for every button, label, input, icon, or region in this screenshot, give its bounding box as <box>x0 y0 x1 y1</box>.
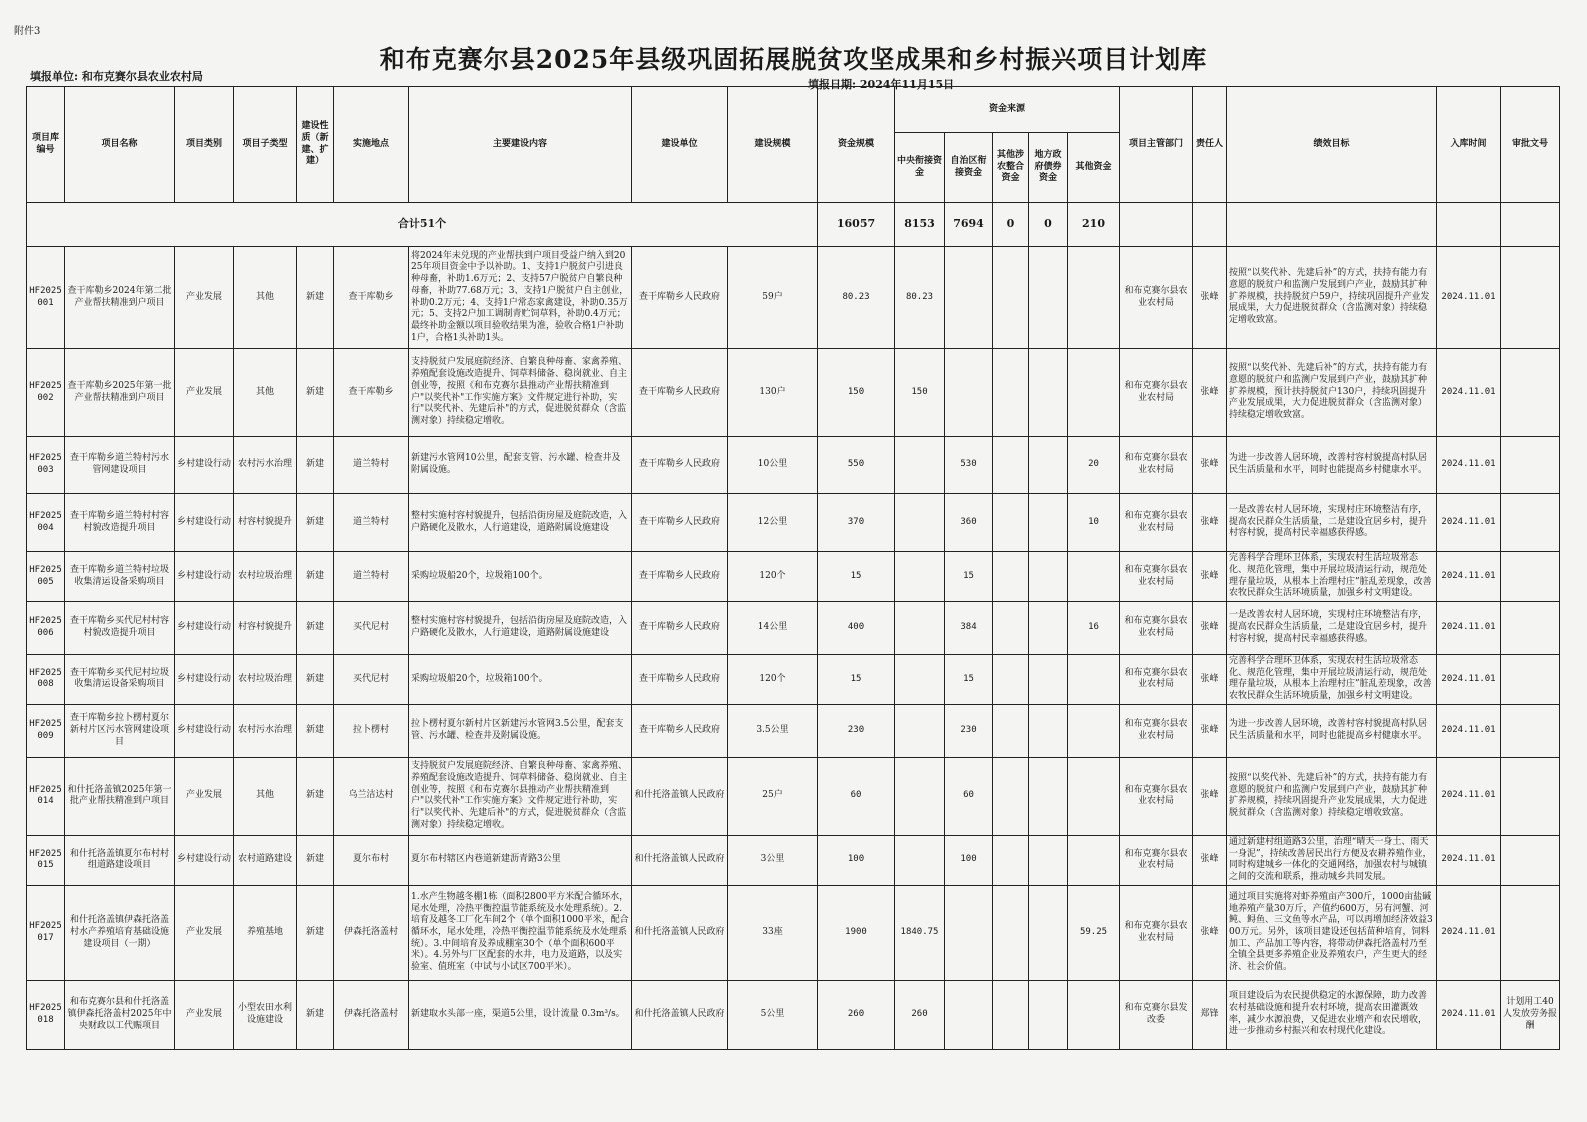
cell-funds: 80.23 <box>818 247 895 349</box>
cell-name: 和什托洛盖镇夏尔布村村组道路建设项目 <box>65 835 175 885</box>
summary-blank <box>1501 203 1560 247</box>
cell-dept: 和布克赛尔县农业农村局 <box>1120 602 1193 655</box>
cell-dept: 和布克赛尔县农业农村局 <box>1120 835 1193 885</box>
cell-goal: 按照“以奖代补、先建后补”的方式，扶持有能力有意愿的脱贫户和监测户发展到户产业，鼓励其扩种扩养规模，持续巩固提升产业发展成果，大力促进脱贫群众（含监测对象）持续稳定增收致富。 <box>1227 757 1437 835</box>
cell-funds: 400 <box>818 602 895 655</box>
header-funds: 资金规模 <box>818 87 895 203</box>
cell-content: 将2024年未兑现的产业帮扶到户项目受益户纳入到2025年项目资金中予以补助。1、支持1户脱贫户引进良种母畜，补助1.6万元；2、支持57户脱贫户自繁良种母畜，补助77.68万元；3、支持1户脱贫户自主创业，补助0.2万元；4、支持1户常态家禽建设，补助0.35万元；5、支持2户加工调制青贮饲草料，补助0.4万元；最终补助金额以项目验收结果为准，验收合格1户补助1户，合格1头补助1头。 <box>409 247 632 349</box>
summary-other-agri: 0 <box>993 203 1029 247</box>
cell-dept: 和布克赛尔县农业农村局 <box>1120 349 1193 437</box>
cell-time: 2024.11.01 <box>1437 552 1501 602</box>
cell-scale: 14公里 <box>728 602 818 655</box>
table-row <box>27 247 1560 349</box>
cell-category: 产业发展 <box>175 757 234 835</box>
cell-time: 2024.11.01 <box>1437 835 1501 885</box>
summary-blank <box>1120 203 1193 247</box>
cell-subtype: 农村垃圾治理 <box>234 552 297 602</box>
cell-nature: 新建 <box>297 980 334 1049</box>
cell-nature: 新建 <box>297 835 334 885</box>
cell-person: 张峰 <box>1193 552 1227 602</box>
cell-person: 张峰 <box>1193 494 1227 552</box>
header-id: 项目库编号 <box>27 87 65 203</box>
cell-builder: 和什托洛盖镇人民政府 <box>632 885 728 980</box>
cell-region <box>945 247 993 349</box>
cell-central: 80.23 <box>895 247 945 349</box>
summary-funds: 16057 <box>818 203 895 247</box>
cell-category: 乡村建设行动 <box>175 552 234 602</box>
cell-subtype: 村容村貌提升 <box>234 602 297 655</box>
cell-central: 260 <box>895 980 945 1049</box>
cell-other: 20 <box>1068 437 1120 494</box>
cell-location: 拉卜楞村 <box>334 704 409 757</box>
cell-region: 15 <box>945 552 993 602</box>
cell-central <box>895 704 945 757</box>
cell-other <box>1068 247 1120 349</box>
cell-id: HF2025018 <box>27 980 65 1049</box>
cell-other-agri <box>993 980 1029 1049</box>
header-doc: 审批文号 <box>1501 87 1560 203</box>
table-row <box>27 494 1560 552</box>
cell-nature: 新建 <box>297 704 334 757</box>
cell-region <box>945 980 993 1049</box>
cell-other: 59.25 <box>1068 885 1120 980</box>
cell-funds: 150 <box>818 349 895 437</box>
table-row <box>27 704 1560 757</box>
cell-local-bond <box>1029 349 1068 437</box>
cell-funds: 15 <box>818 552 895 602</box>
cell-local-bond <box>1029 757 1068 835</box>
cell-time: 2024.11.01 <box>1437 757 1501 835</box>
project-table <box>26 86 1560 1050</box>
cell-name: 查干库勒乡道兰特村垃圾收集清运设备采购项目 <box>65 552 175 602</box>
cell-goal: 为进一步改善人居环境，改善村容村貌提高村队居民生活质量和水平，同时也能提高乡村健康水平。 <box>1227 437 1437 494</box>
cell-name: 查干库勒乡道兰特村村容村貌改造提升项目 <box>65 494 175 552</box>
header-goal: 绩效目标 <box>1227 87 1437 203</box>
cell-time: 2024.11.01 <box>1437 494 1501 552</box>
cell-time: 2024.11.01 <box>1437 980 1501 1049</box>
cell-goal: 项目建设后为农民提供稳定的水源保障，助力改善农村基础设施和提升农村环境，提高农田灌溉效率，减少水源浪费，又促进农业增产和农民增收，进一步推动乡村振兴和农村现代化建设。 <box>1227 980 1437 1049</box>
cell-person: 张峰 <box>1193 704 1227 757</box>
cell-name: 查干库勒乡买代尼村村容村貌改造提升项目 <box>65 602 175 655</box>
cell-time: 2024.11.01 <box>1437 704 1501 757</box>
cell-dept: 和布克赛尔县农业农村局 <box>1120 437 1193 494</box>
cell-goal: 一是改善农村人居环境，实现村庄环境整洁有序，提高农民群众生活质量，二是建设宜居乡村，提升村容村貌，提高村民幸福感获得感。 <box>1227 494 1437 552</box>
cell-other <box>1068 552 1120 602</box>
cell-category: 乡村建设行动 <box>175 437 234 494</box>
cell-scale: 33座 <box>728 885 818 980</box>
summary-region: 7694 <box>945 203 993 247</box>
cell-local-bond <box>1029 885 1068 980</box>
table-row <box>27 437 1560 494</box>
cell-other <box>1068 835 1120 885</box>
cell-content: 整村实施村容村貌提升，包括沿街房屋及庭院改造，入户路硬化及散水，人行道建设，道路附属设施建设 <box>409 602 632 655</box>
cell-scale: 120个 <box>728 655 818 705</box>
cell-other <box>1068 704 1120 757</box>
cell-region <box>945 349 993 437</box>
cell-person: 张峰 <box>1193 349 1227 437</box>
cell-subtype: 农村垃圾治理 <box>234 655 297 705</box>
cell-name: 查干库勒乡2025年第一批产业帮扶精准到户项目 <box>65 349 175 437</box>
table-row <box>27 349 1560 437</box>
cell-central: 1840.75 <box>895 885 945 980</box>
cell-subtype: 其他 <box>234 247 297 349</box>
cell-other-agri <box>993 494 1029 552</box>
cell-subtype: 农村污水治理 <box>234 437 297 494</box>
cell-location: 伊森托洛盖村 <box>334 980 409 1049</box>
cell-local-bond <box>1029 704 1068 757</box>
cell-content: 1.水产生物越冬棚1栋（面积2800平方米配合循环水，尾水处理，冷热平衡控温节能系统及水处理系统）。2.培育及越冬工厂化车间2个（单个面积1000平米，配合循环水，尾水处理，冷热平衡控温节能系统及水处理系统）。3.中间培育及养成棚室30个（单个面积600平米）。4.另外与厂区配套的水井，电力及道路，以及实验室、值班室（中试与小试区700平米）。 <box>409 885 632 980</box>
header-scale: 建设规模 <box>728 87 818 203</box>
cell-id: HF2025009 <box>27 704 65 757</box>
cell-dept: 和布克赛尔县农业农村局 <box>1120 494 1193 552</box>
cell-builder: 查干库勒乡人民政府 <box>632 437 728 494</box>
cell-builder: 查干库勒乡人民政府 <box>632 602 728 655</box>
cell-dept: 和布克赛尔县发改委 <box>1120 980 1193 1049</box>
header-content: 主要建设内容 <box>409 87 632 203</box>
cell-name: 查干库勒乡道兰特村污水管网建设项目 <box>65 437 175 494</box>
header-category: 项目类别 <box>175 87 234 203</box>
cell-builder: 和什托洛盖镇人民政府 <box>632 980 728 1049</box>
cell-local-bond <box>1029 655 1068 705</box>
cell-region: 230 <box>945 704 993 757</box>
cell-content: 新建取水头部一座，渠道5公里，设计流量 0.3m³/s。 <box>409 980 632 1049</box>
header-time: 入库时间 <box>1437 87 1501 203</box>
cell-doc <box>1501 602 1560 655</box>
cell-doc <box>1501 704 1560 757</box>
cell-doc <box>1501 349 1560 437</box>
header-funding-source: 资金来源 <box>895 87 1120 133</box>
cell-scale: 120个 <box>728 552 818 602</box>
cell-other: 16 <box>1068 602 1120 655</box>
cell-doc <box>1501 835 1560 885</box>
cell-region: 360 <box>945 494 993 552</box>
cell-content: 支持脱贫户发展庭院经济、自繁良种母畜、家禽养殖、养殖配套设施改造提升、饲草料储备、稳岗就业、自主创业等，按照《和布克赛尔县推动产业帮扶精准到户"以奖代补"工作实施方案》文件规定进行补助，实行"以奖代补、先建后补"的方式，促进脱贫群众（含监测对象）持续稳定增收。 <box>409 349 632 437</box>
cell-scale: 130户 <box>728 349 818 437</box>
cell-builder: 查干库勒乡人民政府 <box>632 247 728 349</box>
cell-nature: 新建 <box>297 885 334 980</box>
cell-content: 整村实施村容村貌提升，包括沿街房屋及庭院改造，入户路硬化及散水，人行道建设，道路附属设施建设 <box>409 494 632 552</box>
summary-other: 210 <box>1068 203 1120 247</box>
cell-nature: 新建 <box>297 494 334 552</box>
cell-dept: 和布克赛尔县农业农村局 <box>1120 655 1193 705</box>
cell-category: 产业发展 <box>175 885 234 980</box>
cell-local-bond <box>1029 247 1068 349</box>
cell-builder: 查干库勒乡人民政府 <box>632 704 728 757</box>
cell-local-bond <box>1029 494 1068 552</box>
cell-id: HF2025014 <box>27 757 65 835</box>
cell-name: 查干库勒乡买代尼村垃圾收集清运设备采购项目 <box>65 655 175 705</box>
cell-subtype: 农村道路建设 <box>234 835 297 885</box>
cell-central <box>895 835 945 885</box>
cell-content: 夏尔布村辖区内巷道新建沥青路3公里 <box>409 835 632 885</box>
cell-person: 张峰 <box>1193 247 1227 349</box>
cell-goal: 完善科学合理环卫体系，实现农村生活垃圾常态化、规范化管理，集中开展垃圾清运行动，规范处理存量垃圾，从根本上治理村庄”脏乱差现象，改善农牧民群众生活环境质量，加强乡村文明建设。 <box>1227 655 1437 705</box>
cell-dept: 和布克赛尔县农业农村局 <box>1120 704 1193 757</box>
cell-scale: 25户 <box>728 757 818 835</box>
summary-central: 8153 <box>895 203 945 247</box>
summary-blank <box>1193 203 1227 247</box>
table-row <box>27 885 1560 980</box>
fill-unit: 填报单位: 和布克赛尔县农业农村局 <box>30 70 203 83</box>
cell-person: 张峰 <box>1193 757 1227 835</box>
header-location: 实施地点 <box>334 87 409 203</box>
fill-date: 填报日期: 2024年11月15日 <box>808 78 955 91</box>
cell-subtype: 农村污水治理 <box>234 704 297 757</box>
cell-subtype: 其他 <box>234 757 297 835</box>
cell-doc <box>1501 655 1560 705</box>
cell-time: 2024.11.01 <box>1437 655 1501 705</box>
cell-nature: 新建 <box>297 437 334 494</box>
cell-local-bond <box>1029 437 1068 494</box>
cell-time: 2024.11.01 <box>1437 885 1501 980</box>
cell-category: 产业发展 <box>175 247 234 349</box>
summary-label: 合计51个 <box>27 203 818 247</box>
cell-dept: 和布克赛尔县农业农村局 <box>1120 757 1193 835</box>
cell-content: 采购垃圾船20个，垃圾箱100个。 <box>409 655 632 705</box>
cell-doc <box>1501 437 1560 494</box>
cell-goal: 一是改善农村人居环境，实现村庄环境整洁有序，提高农民群众生活质量，二是建设宜居乡村，提升村容村貌，提高村民幸福感获得感。 <box>1227 602 1437 655</box>
table-row <box>27 757 1560 835</box>
cell-category: 乡村建设行动 <box>175 835 234 885</box>
cell-region: 384 <box>945 602 993 655</box>
summary-blank <box>1227 203 1437 247</box>
header-other-agri: 其他涉农整合资金 <box>993 133 1029 203</box>
cell-doc: 计划用工40人发放劳务报酬 <box>1501 980 1560 1049</box>
cell-content: 新建污水管网10公里，配套支管、污水罐、检查井及附属设施。 <box>409 437 632 494</box>
cell-category: 乡村建设行动 <box>175 602 234 655</box>
header-central: 中央衔接资金 <box>895 133 945 203</box>
cell-goal: 按照“以奖代补、先建后补”的方式，扶持有能力有意愿的脱贫户和监测户发展到户产业，鼓励其扩种扩养规模，预计扶持脱贫户130户，持续巩固提升产业发展成果，大力促进脱贫群众（含监测对象）持续稳定增收致富。 <box>1227 349 1437 437</box>
summary-local-bond: 0 <box>1029 203 1068 247</box>
cell-name: 和什托洛盖镇2025年第一批产业帮扶精准到户项目 <box>65 757 175 835</box>
cell-category: 产业发展 <box>175 349 234 437</box>
cell-id: HF2025006 <box>27 602 65 655</box>
cell-other <box>1068 757 1120 835</box>
cell-funds: 230 <box>818 704 895 757</box>
header-region: 自治区衔接资金 <box>945 133 993 203</box>
cell-builder: 查干库勒乡人民政府 <box>632 494 728 552</box>
cell-builder: 查干库勒乡人民政府 <box>632 552 728 602</box>
cell-doc <box>1501 247 1560 349</box>
cell-subtype: 养殖基地 <box>234 885 297 980</box>
cell-goal: 按照“以奖代补、先建后补”的方式，扶持有能力有意愿的脱贫户和监测户发展到户产业，鼓励其扩种扩养规模，扶持脱贫户59户，持续巩固提升产业发展成果，大力促进脱贫群众（含监测对象）持续稳定增收致富。 <box>1227 247 1437 349</box>
cell-builder: 查干库勒乡人民政府 <box>632 655 728 705</box>
cell-region <box>945 885 993 980</box>
cell-category: 产业发展 <box>175 980 234 1049</box>
cell-central <box>895 552 945 602</box>
cell-central <box>895 437 945 494</box>
cell-name: 和布克赛尔县和什托洛盖镇伊森托洛盖村2025年中央财政以工代赈项目 <box>65 980 175 1049</box>
cell-builder: 和什托洛盖镇人民政府 <box>632 757 728 835</box>
cell-category: 乡村建设行动 <box>175 704 234 757</box>
cell-subtype: 其他 <box>234 349 297 437</box>
cell-doc <box>1501 494 1560 552</box>
cell-name: 查干库勒乡2024年第二批产业帮扶精准到户项目 <box>65 247 175 349</box>
cell-category: 乡村建设行动 <box>175 655 234 705</box>
cell-other-agri <box>993 885 1029 980</box>
cell-funds: 100 <box>818 835 895 885</box>
cell-subtype: 村容村貌提升 <box>234 494 297 552</box>
summary-blank <box>1437 203 1501 247</box>
cell-location: 道兰特村 <box>334 437 409 494</box>
cell-goal: 为进一步改善人居环境，改善村容村貌提高村队居民生活质量和水平，同时也能提高乡村健康水平。 <box>1227 704 1437 757</box>
cell-person: 张峰 <box>1193 437 1227 494</box>
header-other: 其他资金 <box>1068 133 1120 203</box>
cell-time: 2024.11.01 <box>1437 437 1501 494</box>
cell-location: 买代尼村 <box>334 655 409 705</box>
header-nature: 建设性质（新建、扩建） <box>297 87 334 203</box>
header-subtype: 项目子类型 <box>234 87 297 203</box>
table-row <box>27 602 1560 655</box>
cell-other <box>1068 349 1120 437</box>
cell-funds: 1900 <box>818 885 895 980</box>
cell-doc <box>1501 757 1560 835</box>
cell-dept: 和布克赛尔县农业农村局 <box>1120 885 1193 980</box>
cell-person: 张峰 <box>1193 655 1227 705</box>
cell-person: 郑锋 <box>1193 980 1227 1049</box>
cell-other-agri <box>993 655 1029 705</box>
cell-funds: 370 <box>818 494 895 552</box>
cell-person: 张峰 <box>1193 835 1227 885</box>
cell-doc <box>1501 885 1560 980</box>
cell-other <box>1068 980 1120 1049</box>
cell-central <box>895 757 945 835</box>
cell-central <box>895 602 945 655</box>
cell-scale: 59户 <box>728 247 818 349</box>
cell-region: 530 <box>945 437 993 494</box>
header-person: 责任人 <box>1193 87 1227 203</box>
table-row <box>27 835 1560 885</box>
cell-time: 2024.11.01 <box>1437 602 1501 655</box>
cell-id: HF2025008 <box>27 655 65 705</box>
cell-funds: 550 <box>818 437 895 494</box>
cell-other-agri <box>993 704 1029 757</box>
cell-funds: 260 <box>818 980 895 1049</box>
cell-builder: 查干库勒乡人民政府 <box>632 349 728 437</box>
cell-location: 道兰特村 <box>334 552 409 602</box>
cell-dept: 和布克赛尔县农业农村局 <box>1120 552 1193 602</box>
cell-id: HF2025005 <box>27 552 65 602</box>
cell-id: HF2025002 <box>27 349 65 437</box>
header-local-bond: 地方政府债券资金 <box>1029 133 1068 203</box>
cell-scale: 3.5公里 <box>728 704 818 757</box>
cell-nature: 新建 <box>297 552 334 602</box>
cell-other-agri <box>993 835 1029 885</box>
cell-funds: 15 <box>818 655 895 705</box>
cell-location: 买代尼村 <box>334 602 409 655</box>
cell-content: 拉卜楞村夏尔新村片区新建污水管网3.5公里，配套支管、污水罐、检查井及附属设施。 <box>409 704 632 757</box>
cell-local-bond <box>1029 980 1068 1049</box>
cell-funds: 60 <box>818 757 895 835</box>
cell-other-agri <box>993 247 1029 349</box>
cell-local-bond <box>1029 835 1068 885</box>
cell-content: 采购垃圾船20个，垃圾箱100个。 <box>409 552 632 602</box>
table-row <box>27 980 1560 1049</box>
cell-nature: 新建 <box>297 247 334 349</box>
cell-scale: 10公里 <box>728 437 818 494</box>
cell-time: 2024.11.01 <box>1437 349 1501 437</box>
cell-scale: 5公里 <box>728 980 818 1049</box>
cell-nature: 新建 <box>297 757 334 835</box>
cell-id: HF2025017 <box>27 885 65 980</box>
cell-id: HF2025003 <box>27 437 65 494</box>
cell-goal: 通过新建村组道路3公里，治理“晴天一身土、雨天一身泥”，持续改善居民出行方便及农耕养殖作业，同时构建城乡一体化的交通网络，加强农村与城镇之间的交流和联系，推动城乡共同发展。 <box>1227 835 1437 885</box>
cell-location: 乌兰洁达村 <box>334 757 409 835</box>
attachment-label: 附件3 <box>14 26 41 37</box>
cell-location: 夏尔布村 <box>334 835 409 885</box>
cell-builder: 和什托洛盖镇人民政府 <box>632 835 728 885</box>
cell-subtype: 小型农田水利设施建设 <box>234 980 297 1049</box>
cell-nature: 新建 <box>297 349 334 437</box>
cell-region: 100 <box>945 835 993 885</box>
cell-other-agri <box>993 349 1029 437</box>
cell-other-agri <box>993 437 1029 494</box>
header-name: 项目名称 <box>65 87 175 203</box>
cell-doc <box>1501 552 1560 602</box>
cell-location: 查干库勒乡 <box>334 349 409 437</box>
cell-name: 查干库勒乡拉卜楞村夏尔新村片区污水管网建设项目 <box>65 704 175 757</box>
cell-central <box>895 655 945 705</box>
cell-goal: 完善科学合理环卫体系，实现农村生活垃圾常态化、规范化管理，集中开展垃圾清运行动，规范处理存量垃圾，从根本上治理村庄”脏乱差现象，改善农牧民群众生活环境质量，加强乡村文明建设。 <box>1227 552 1437 602</box>
cell-nature: 新建 <box>297 602 334 655</box>
cell-scale: 3公里 <box>728 835 818 885</box>
header-dept: 项目主管部门 <box>1120 87 1193 203</box>
cell-central <box>895 494 945 552</box>
cell-time: 2024.11.01 <box>1437 247 1501 349</box>
cell-category: 乡村建设行动 <box>175 494 234 552</box>
cell-name: 和什托洛盖镇伊森托洛盖村水产养殖培育基础设施建设项目（一期） <box>65 885 175 980</box>
table-row <box>27 552 1560 602</box>
cell-other-agri <box>993 602 1029 655</box>
cell-location: 道兰特村 <box>334 494 409 552</box>
cell-local-bond <box>1029 552 1068 602</box>
cell-location: 查干库勒乡 <box>334 247 409 349</box>
cell-other <box>1068 655 1120 705</box>
cell-dept: 和布克赛尔县农业农村局 <box>1120 247 1193 349</box>
table-row <box>27 655 1560 705</box>
cell-nature: 新建 <box>297 655 334 705</box>
cell-scale: 12公里 <box>728 494 818 552</box>
cell-region: 15 <box>945 655 993 705</box>
summary-row <box>27 203 1560 247</box>
cell-local-bond <box>1029 602 1068 655</box>
cell-other-agri <box>993 757 1029 835</box>
header-builder: 建设单位 <box>632 87 728 203</box>
cell-central: 150 <box>895 349 945 437</box>
cell-person: 张峰 <box>1193 602 1227 655</box>
cell-region: 60 <box>945 757 993 835</box>
cell-content: 支持脱贫户发展庭院经济、自繁良种母畜、家禽养殖、养殖配套设施改造提升、饲草料储备、稳岗就业、自主创业等，按照《和布克赛尔县推动产业帮扶精准到户"以奖代补"工作实施方案》文件规定进行补助，实行"以奖代补、先建后补"的方式，促进脱贫群众（含监测对象）持续稳定增收。 <box>409 757 632 835</box>
cell-location: 伊森托洛盖村 <box>334 885 409 980</box>
cell-other-agri <box>993 552 1029 602</box>
cell-person: 张峰 <box>1193 885 1227 980</box>
page-title: 和布克赛尔县2025年县级巩固拓展脱贫攻坚成果和乡村振兴项目计划库 <box>379 45 1208 74</box>
cell-other: 10 <box>1068 494 1120 552</box>
cell-goal: 通过项目实施将对虾养殖亩产300斤，1000亩盐碱地养殖产量30万斤，产值约600万，另有河蟹、河鲀、鲟鱼、三文鱼等水产品，可以再增加经济效益300万元。另外，该项目建设还包括苗种培育，饲料加工、产品加工等内容，将带动伊森托洛盖村乃至全镇全县更多养殖企业及养殖农户，产生更大的经济、社会价值。 <box>1227 885 1437 980</box>
cell-id: HF2025001 <box>27 247 65 349</box>
cell-id: HF2025015 <box>27 835 65 885</box>
cell-id: HF2025004 <box>27 494 65 552</box>
